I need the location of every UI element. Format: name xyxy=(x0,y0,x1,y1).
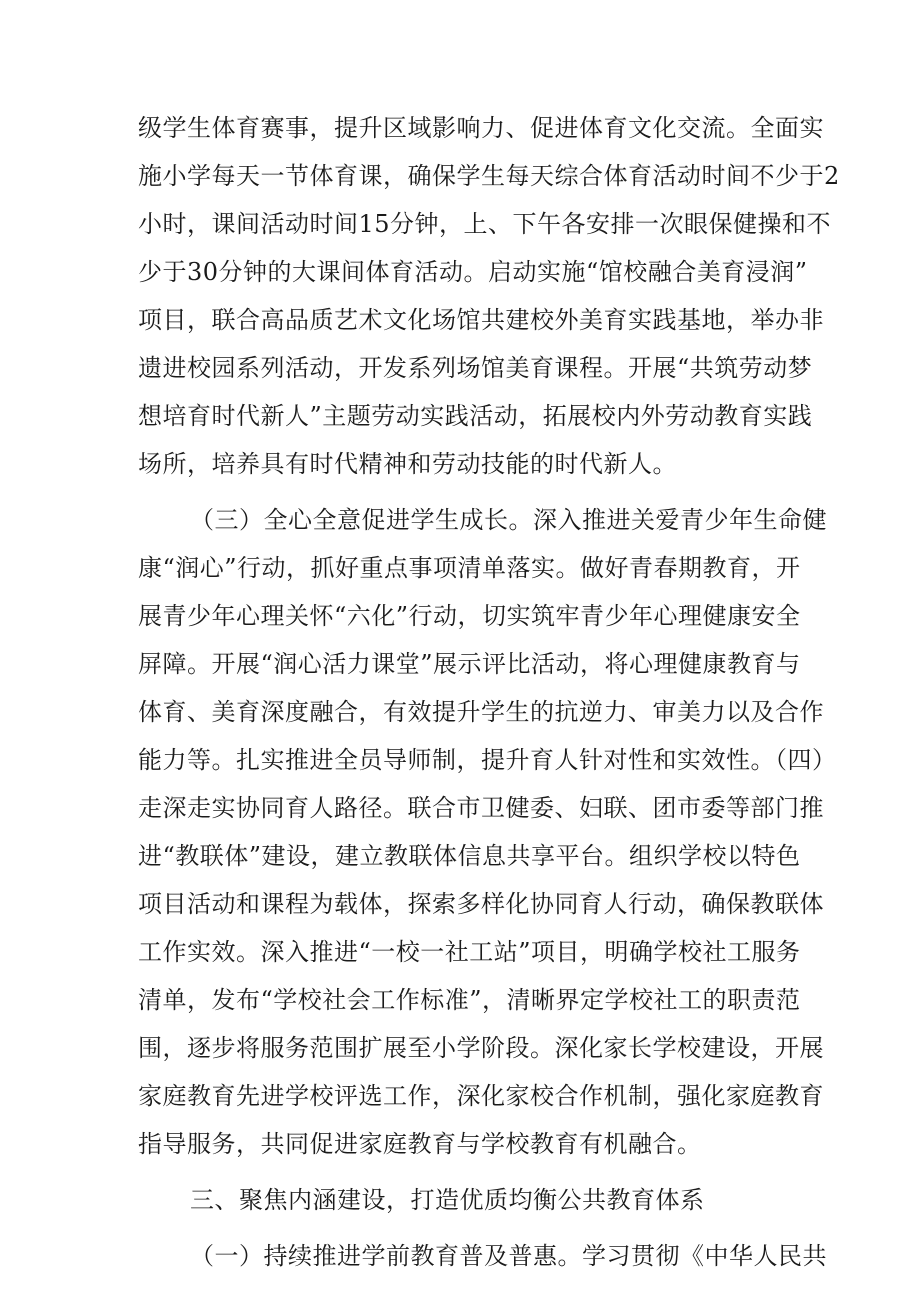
text-line: 屏障。开展“润心活力课堂”展示评比活动，将心理健康教育与 xyxy=(138,650,801,678)
text-line: 项目活动和课程为载体，探索多样化协同育人行动，确保教联体 xyxy=(138,890,824,918)
document-body xyxy=(138,104,840,1280)
paragraph-sports-arts-labor xyxy=(138,104,840,488)
text-line: 家庭教育先进学校评选工作，深化家校合作机制，强化家庭教育 xyxy=(138,1082,824,1110)
paragraph-preschool-education xyxy=(138,1232,827,1280)
paragraph-student-growth xyxy=(138,496,837,1168)
text-line: 清单，发布“学校社会工作标准”，清晰界定学校社工的职责范 xyxy=(138,986,801,1014)
text-line: 级学生体育赛事，提升区域影响力、促进体育文化交流。全面实 xyxy=(138,114,824,142)
text-line: 康“润心”行动，抓好重点事项清单落实。做好青春期教育，开 xyxy=(138,554,801,582)
text-line: 场所，培养具有时代精神和劳动技能的时代新人。 xyxy=(138,450,677,478)
text-line: 指导服务，共同促进家庭教育与学校教育有机融合。 xyxy=(138,1130,702,1158)
text-line: 少于30分钟的大课间体育活动。启动实施“馆校融合美育浸润” xyxy=(138,258,808,286)
text-line: 工作实效。深入推进“一校一社工站”项目，明确学校社工服务 xyxy=(138,938,801,966)
section-heading: 三、聚焦内涵建设，打造优质均衡公共教育体系 xyxy=(190,1186,705,1214)
text-line: （三）全心全意促进学生成长。深入推进关爱青少年生命健 xyxy=(190,506,827,534)
text-line: （一）持续推进学前教育普及普惠。学习贯彻《中华人民共 xyxy=(190,1242,827,1270)
text-line: 小时，课间活动时间15分钟，上、下午各安排一次眼保健操和不 xyxy=(138,210,832,238)
text-line: 展青少年心理关怀“六化”行动，切实筑牢青少年心理健康安全 xyxy=(138,602,801,630)
text-line: 遗进校园系列活动，开发系列场馆美育课程。开展“共筑劳动梦 xyxy=(138,354,813,382)
text-line: 施小学每天一节体育课，确保学生每天综合体育活动时间不少于2 xyxy=(138,162,840,190)
text-line: 围，逐步将服务范围扩展至小学阶段。深化家长学校建设，开展 xyxy=(138,1034,824,1062)
text-line: 进“教联体”建设，建立教联体信息共享平台。组织学校以特色 xyxy=(138,842,801,870)
text-line: 想培育时代新人”主题劳动实践活动，拓展校内外劳动教育实践 xyxy=(138,402,813,430)
text-line: 能力等。扎实推进全员导师制，提升育人针对性和实效性。（四） xyxy=(138,746,837,774)
text-line: 项目，联合高品质艺术文化场馆共建校外美育实践基地，举办非 xyxy=(138,306,824,334)
text-line: 走深走实协同育人路径。联合市卫健委、妇联、团市委等部门推 xyxy=(138,794,824,822)
text-line: 体育、美育深度融合，有效提升学生的抗逆力、审美力以及合作 xyxy=(138,698,824,726)
